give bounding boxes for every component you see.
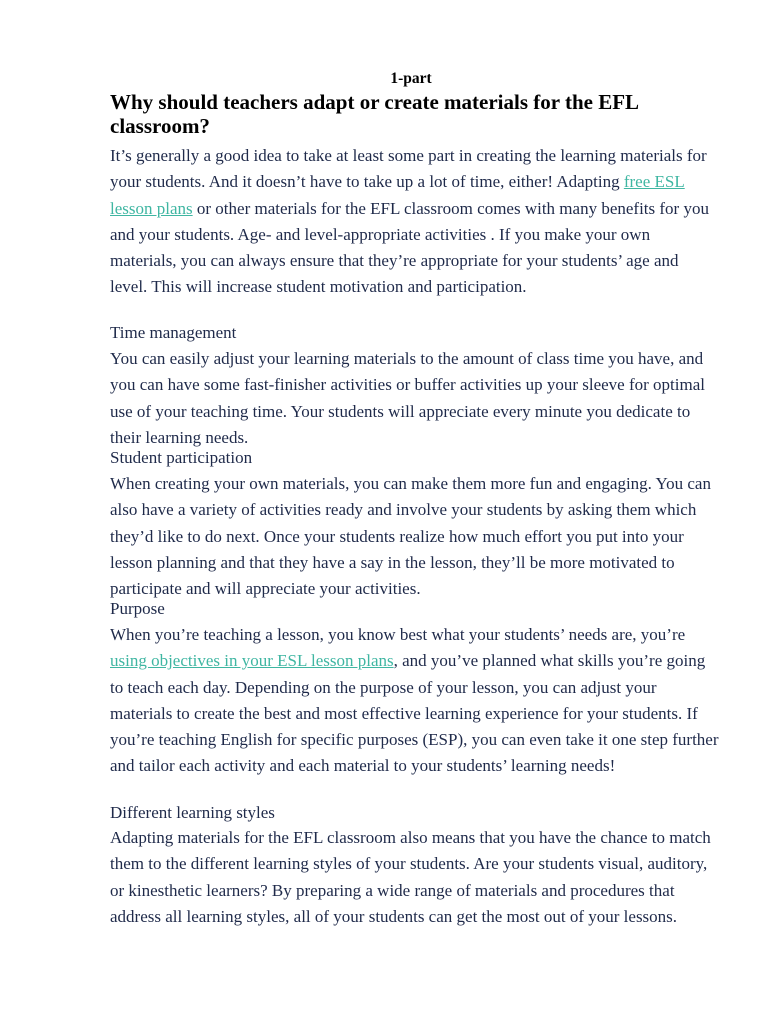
section-heading-learning-styles: Different learning styles	[110, 803, 275, 822]
part-label: 1-part	[390, 70, 432, 87]
section-body-time-management	[110, 346, 720, 451]
intro-text-1: It’s generally a good idea to take at least some part in creating the learning materials for your students. And it doesn’t have to take up a lot of time, either! Adapting	[110, 146, 707, 192]
student-participation-text: When creating your own materials, you can make them more fun and engaging. You can also have a variety of activities ready and involve your students by asking them which they’d like to do next. Once your students realize how much effort you put into your lesson planning and that they have a say in the lesson, they’ll be more motivated to participate and will appreciate your activities.	[110, 474, 711, 599]
page-title: Why should teachers adapt or create materials for the EFL classroom?	[110, 90, 638, 138]
learning-styles-text: Adapting materials for the EFL classroom also means that you have the chance to match them to the different learning styles of your students. Are your students visual, auditory, or kinesthetic learners? By preparing a wide range of materials and procedures that address all learning styles, all of your students can get the most out of your lessons.	[110, 828, 711, 926]
free-esl-lesson-plans-link[interactable]: free ESL lesson plans	[110, 172, 685, 218]
purpose-text-2: , and you’ve planned what skills you’re going to teach each day. Depending on the purpose of your lesson, you can adjust your materials to create the best and most effective learning experience for your students. If you’re teaching English for specific purposes (ESP), you can even take it one step further and tailor each activity and each material to your students’ learning needs!	[110, 651, 719, 776]
intro-text-2: or other materials for the EFL classroom comes with many benefits for you and your students. Age- and level-appropriate activities . If you make your own materials, you can always ensure that they’re appropriate for your students’ age and level. This will increase student motivation and participation.	[110, 198, 709, 297]
using-objectives-link[interactable]: using objectives in your ESL lesson plans	[110, 651, 394, 671]
section-body-student-participation	[110, 471, 720, 602]
time-management-text: You can easily adjust your learning materials to the amount of class time you have, and you can have some fast-finisher activities or buffer activities up your sleeve for optimal use of your teaching time. Your students will appreciate every minute you dedicate to their learning needs.	[110, 349, 705, 447]
section-body-purpose	[110, 622, 720, 780]
section-heading-student-participation: Student participation	[110, 448, 253, 467]
section-body-learning-styles	[110, 825, 720, 930]
section-heading-purpose: Purpose	[110, 599, 165, 618]
purpose-text-1: When you’re teaching a lesson, you know best what your students’ needs are, you’re	[110, 625, 686, 644]
intro-paragraph	[110, 143, 720, 301]
section-heading-time-management: Time management	[110, 323, 237, 342]
